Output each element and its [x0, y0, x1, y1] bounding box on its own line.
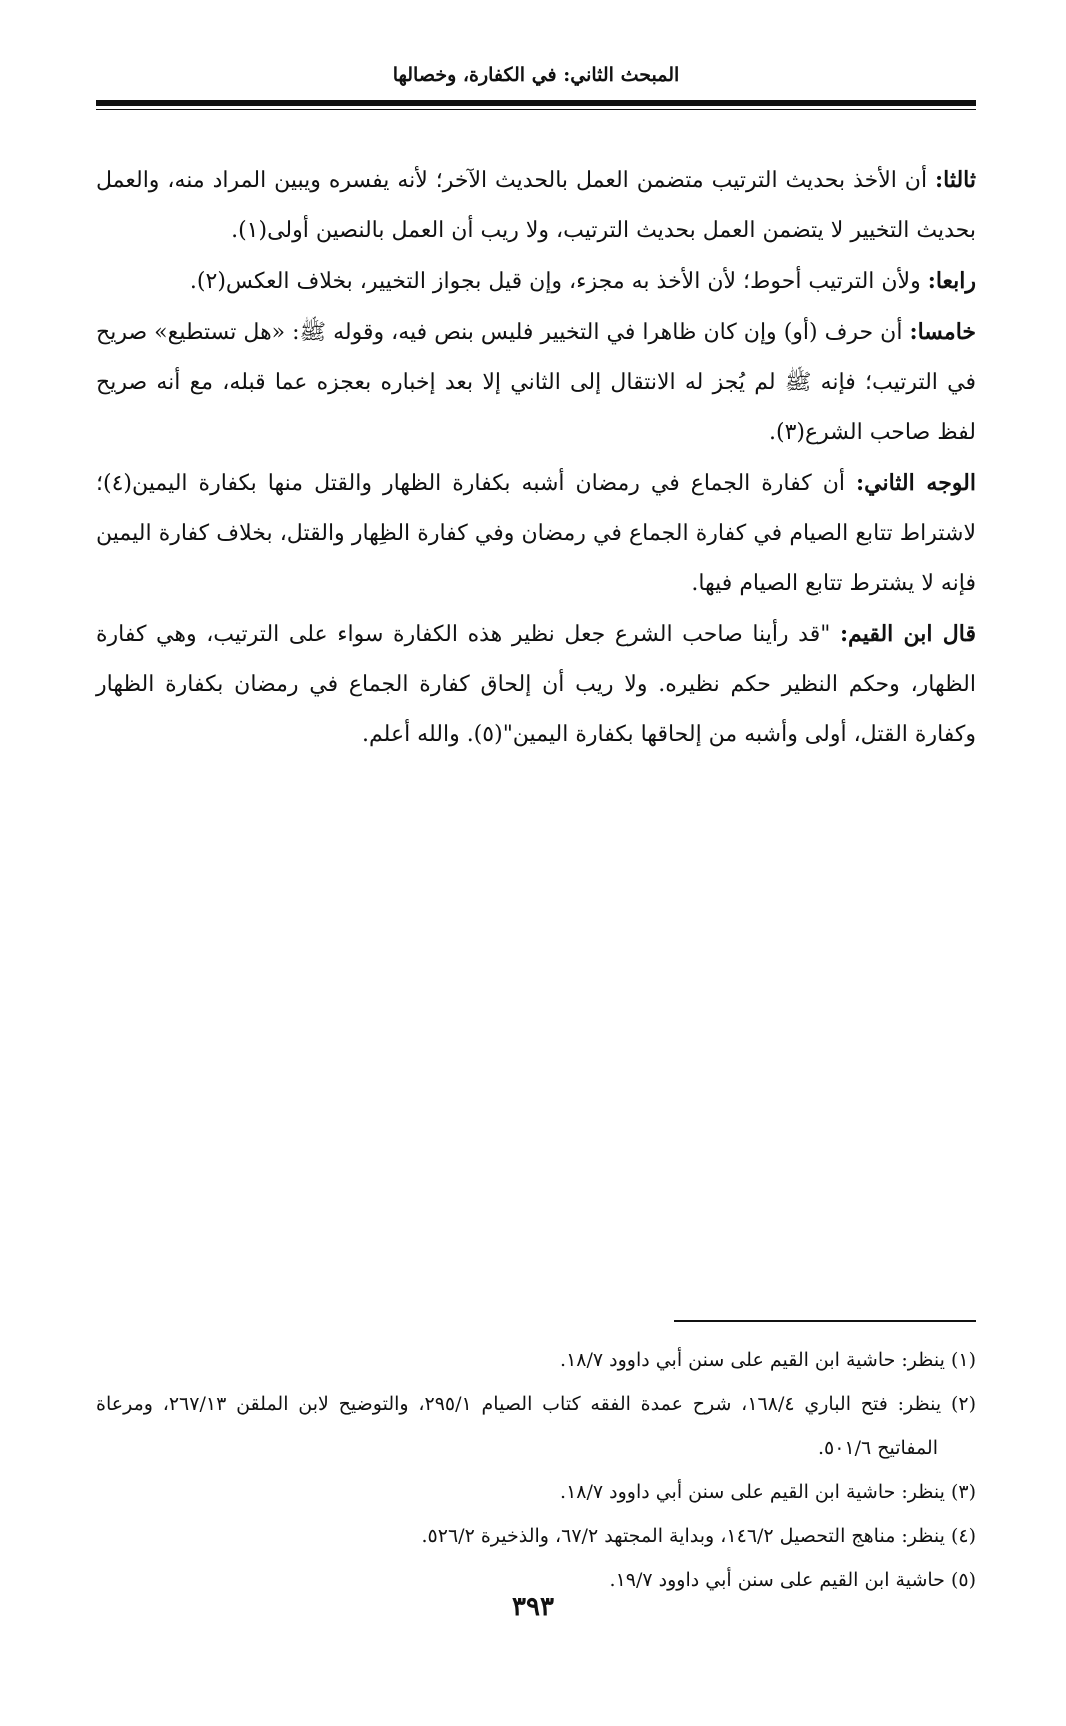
paragraph-text: "قد رأينا صاحب الشرع جعل نظير هذه الكفارة سواء على الترتيب، وهي كفارة الظهار، وحكم النظير حكم نظيره. ولا ريب أن إلحاق كفارة الجماع في رمضان بكفارة الظهار وكفارة القتل، أولى وأشبه من إلحاقها بكفارة اليمين"(٥). والله أعلم. [96, 622, 976, 747]
footnote: (٢) ينظر: فتح الباري ١٦٨/٤، شرح عمدة الفقه كتاب الصيام ٢٩٥/١، والتوضيح لابن الملقن ٢٦٧/١٣، ومرعاة المفاتيح ٥٠١/٦. [96, 1393, 976, 1459]
page-number: ٣٩٣ [512, 1592, 554, 1622]
paragraph-fourth [96, 256, 976, 307]
paragraph-text: أن الأخذ بحديث الترتيب متضمن العمل بالحديث الآخر؛ لأنه يفسره ويبين المراد منه، والعمل بحديث التخيير لا يتضمن العمل بحديث الترتيب، ولا ريب أن العمل بالنصين أولى(١). [96, 168, 976, 243]
paragraph-lead: قال ابن القيم: [839, 621, 976, 647]
footnote: (٥) حاشية ابن القيم على سنن أبي داوود ١٩/٧. [609, 1569, 976, 1591]
paragraph-fifth [96, 307, 976, 458]
paragraph-text: أن حرف (أو) وإن كان ظاهرا في التخيير فليس بنص فيه، وقوله ﷺ: «هل تستطيع» صريح في الترتيب؛ فإنه ﷺ لم يُجز له الانتقال إلى الثاني إلا بعد إخباره بعجزه عما قبله، مع أنه صريح لفظ صاحب الشرع(٣). [96, 320, 976, 445]
paragraph-text: ولأن الترتيب أحوط؛ لأن الأخذ به مجزء، وإن قيل بجواز التخيير، بخلاف العكس(٢). [189, 269, 928, 294]
paragraph-second-aspect [96, 458, 976, 609]
footnote: (١) ينظر: حاشية ابن القيم على سنن أبي داوود ١٨/٧. [560, 1349, 976, 1371]
footnote: (٣) ينظر: حاشية ابن القيم على سنن أبي داوود ١٨/٧. [560, 1481, 976, 1503]
paragraph-lead: خامسا: [909, 319, 976, 345]
paragraph-ibn-qayyim [96, 609, 976, 760]
paragraph-third [96, 155, 976, 256]
header-thick-rule [96, 100, 976, 106]
running-header: المبحث الثاني: في الكفارة، وخصالها [392, 64, 680, 86]
paragraph-lead: الوجه الثاني: [856, 470, 976, 496]
footnote: (٤) ينظر: مناهج التحصيل ١٤٦/٢، وبداية المجتهد ٦٧/٢، والذخيرة ٥٢٦/٢. [421, 1525, 976, 1547]
footnotes [96, 1338, 976, 1602]
footnote-separator [674, 1320, 976, 1322]
header-thin-rule [96, 109, 976, 110]
paragraph-text: أن كفارة الجماع في رمضان أشبه بكفارة الظهار والقتل منها بكفارة اليمين(٤)؛ لاشتراط تتابع الصيام في كفارة الجماع في رمضان وفي كفارة الظِهار والقتل، بخلاف كفارة اليمين فإنه لا يشترط تتابع الصيام فيها. [96, 471, 976, 596]
paragraph-lead: ثالثا: [935, 167, 976, 193]
paragraph-lead: رابعا: [927, 268, 976, 294]
main-text [96, 155, 976, 760]
